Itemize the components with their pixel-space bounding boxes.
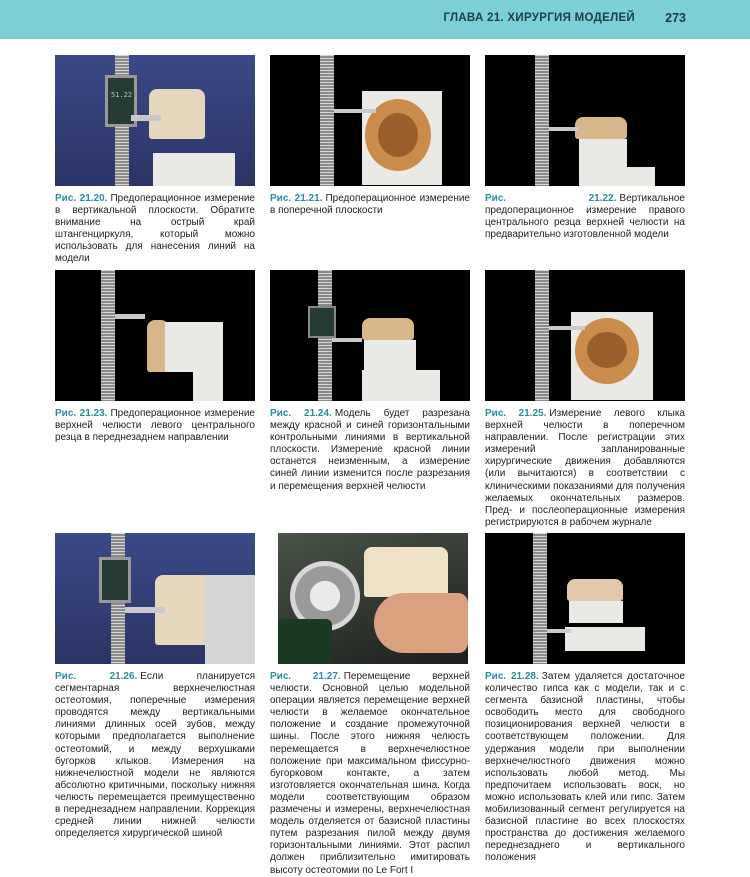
- model-base: [364, 340, 416, 370]
- figure-21-24: [270, 270, 470, 493]
- figure-21-26: [55, 533, 255, 840]
- model-base: [165, 322, 195, 372]
- chapter-title: ГЛАВА 21. ХИРУРГИЯ МОДЕЛЕЙ: [443, 12, 635, 24]
- caliper-ruler: [101, 270, 115, 401]
- plaster-base: [153, 153, 235, 186]
- caption: [55, 408, 255, 444]
- model-base: [579, 139, 627, 167]
- caliper-jaw: [125, 607, 165, 613]
- caliper-jaw: [547, 629, 571, 633]
- figure-21-21: [270, 55, 470, 217]
- figure-label: Рис. 21.23.: [55, 408, 108, 419]
- photo-vertical-measurement: [55, 55, 255, 186]
- caption: [485, 671, 685, 865]
- figure-label: Рис. 21.24.: [270, 408, 332, 419]
- caliper-jaw: [334, 109, 376, 113]
- caption: [270, 671, 470, 877]
- caption-text: Вертикальное предоперационное измерение правого центрального резца верхней челюсти на предварительно изготовленной модели: [485, 193, 685, 241]
- dental-cast: [362, 318, 414, 340]
- model-base: [569, 601, 623, 623]
- figure-21-28: [485, 533, 685, 865]
- caption-text: Затем удаляется достаточное количество гипса как с модели, так и с сегмента базисной пластины, чтобы освободить место для свободного позиционирования верхней челюсти в соответствующем положении. Для удержания модели при выполнении верхнечелюстного движения можно использовать любой метод. Мы предпочитаем использовать воск, но можно использовать клей или гипс. Затем мобилизованный сегмент регулируется на базисной пластине во всех плоскостях пространства до достижения желаемого переднезаднего и вертикального положения: [485, 671, 685, 864]
- photo-anteroposterior-measurement: [55, 270, 255, 401]
- caliper-ruler: [533, 533, 547, 664]
- figure-label: Рис. 21.20.: [55, 193, 108, 204]
- caliper-jaw: [332, 338, 362, 342]
- caption-text: Перемещение верхней челюсти. Основной целью модельной операции является перемещение верхней челюсти в желаемое окончательное положение и создание промежуточной шины. После этого нижняя челюсть перемещается в верхнечелюстное положение при максимальном фиссурно-бугорковом контакте, а затем изготовляется окончательная шина. Когда модели соответствующим образом размечены и измерены, верхнечелюстная модель отделяется от базисной пластины путем разрезания пилой между двумя горизонтальными линиями. Этот распил должен приблизительно имитировать высоту остеотомии по Le Fort I: [270, 671, 470, 876]
- figure-21-23: [55, 270, 255, 444]
- caliper-jaw: [549, 127, 579, 131]
- dental-cast: [567, 579, 623, 601]
- caliper-jaw: [115, 314, 145, 319]
- figure-21-22: [485, 55, 685, 241]
- figure-21-25: [485, 270, 685, 529]
- caliper-ruler: [535, 55, 549, 186]
- caption-text: Предоперационное измерение верхней челюсти левого центрального резца в переднезаднем направлении: [55, 408, 255, 444]
- caption-text: Предоперационное измерение в вертикальной плоскости. Обратите внимание на острый край штангенциркуля, который можно использовать для нанесения линий на модели: [55, 193, 255, 265]
- caption-text: Предоперационное измерение в поперечной плоскости: [270, 193, 470, 217]
- palate: [378, 113, 418, 157]
- caliper-display: [99, 557, 131, 603]
- plaster-base: [205, 575, 255, 664]
- caliper-jaw: [549, 326, 585, 330]
- caption: [270, 408, 470, 493]
- plaster-base: [565, 627, 645, 651]
- hand: [374, 593, 468, 653]
- page-number: 273: [665, 11, 686, 25]
- figure-21-20: [55, 55, 255, 266]
- plaster-base: [193, 322, 223, 401]
- figure-label: Рис. 21.22.: [485, 193, 617, 204]
- plaster-base: [579, 167, 655, 186]
- figure-label: Рис. 21.21.: [270, 193, 323, 204]
- figure-label: Рис. 21.26.: [55, 671, 138, 682]
- dental-cast: [364, 547, 448, 597]
- caliper-jaw: [131, 115, 161, 121]
- running-header: [0, 0, 750, 39]
- caption: [55, 193, 255, 266]
- plaster-base: [362, 370, 440, 401]
- photo-reference-lines: [270, 270, 470, 401]
- photo-model-sawing: [278, 533, 468, 664]
- caption-text: Модель будет разрезана между красной и синей горизонтальными контрольными линиями в вертикальной плоскости. Измерение красной линии останется неизменным, а измерение синей линии изменится после разрезания и перемещения верхней челюсти: [270, 408, 470, 492]
- caption-text: Измерение левого клыка верхней челюсти в поперечном направлении. После регистрации этих измерений запланированные хирургические движения добавляются (или вычитаются) в соответствии с клиническими показаниями для получения желаемых окончательных размеров. Пред- и послеоперационные измерения регистрируются в рабочем журнале: [485, 408, 685, 528]
- caption: [485, 193, 685, 241]
- figure-label: Рис. 21.27.: [270, 671, 341, 682]
- caliper-ruler: [320, 55, 334, 186]
- caliper-ruler: [535, 270, 549, 401]
- caption: [55, 671, 255, 840]
- palate: [587, 332, 627, 368]
- figure-label: Рис. 21.25.: [485, 408, 547, 419]
- photo-incisor-measurement: [485, 55, 685, 186]
- dental-cast: [575, 117, 627, 139]
- photo-segmental-measurement: [55, 533, 255, 664]
- caliper-readout: 51.22: [111, 91, 133, 99]
- saw-handpiece: [278, 619, 332, 664]
- photo-canine-measurement: [485, 270, 685, 401]
- dental-cast: [149, 89, 205, 139]
- caption: [270, 193, 470, 217]
- photo-mobilized-segment: [485, 533, 685, 664]
- caliper-display: [308, 306, 336, 338]
- caption-text: Если планируется сегментарная верхнечелюстная остеотомия, поперечные измерения проводятся между вертикальными линиями длинных осей зубов, между которыми предполагается выполнение остеотомий, и между верхушками бугорков клыков. Измерения на нижнечелюстной модели не являются абсолютно критичными, поскольку нижняя челюсть перемещается преимущественно в переднезаднем направлении. Коррекция средней линии нижней челюсти определяется хирургической шиной: [55, 671, 255, 840]
- photo-transverse-measurement: [270, 55, 470, 186]
- caption: [485, 408, 685, 529]
- figure-21-27: [270, 533, 470, 877]
- figure-label: Рис. 21.28.: [485, 671, 539, 682]
